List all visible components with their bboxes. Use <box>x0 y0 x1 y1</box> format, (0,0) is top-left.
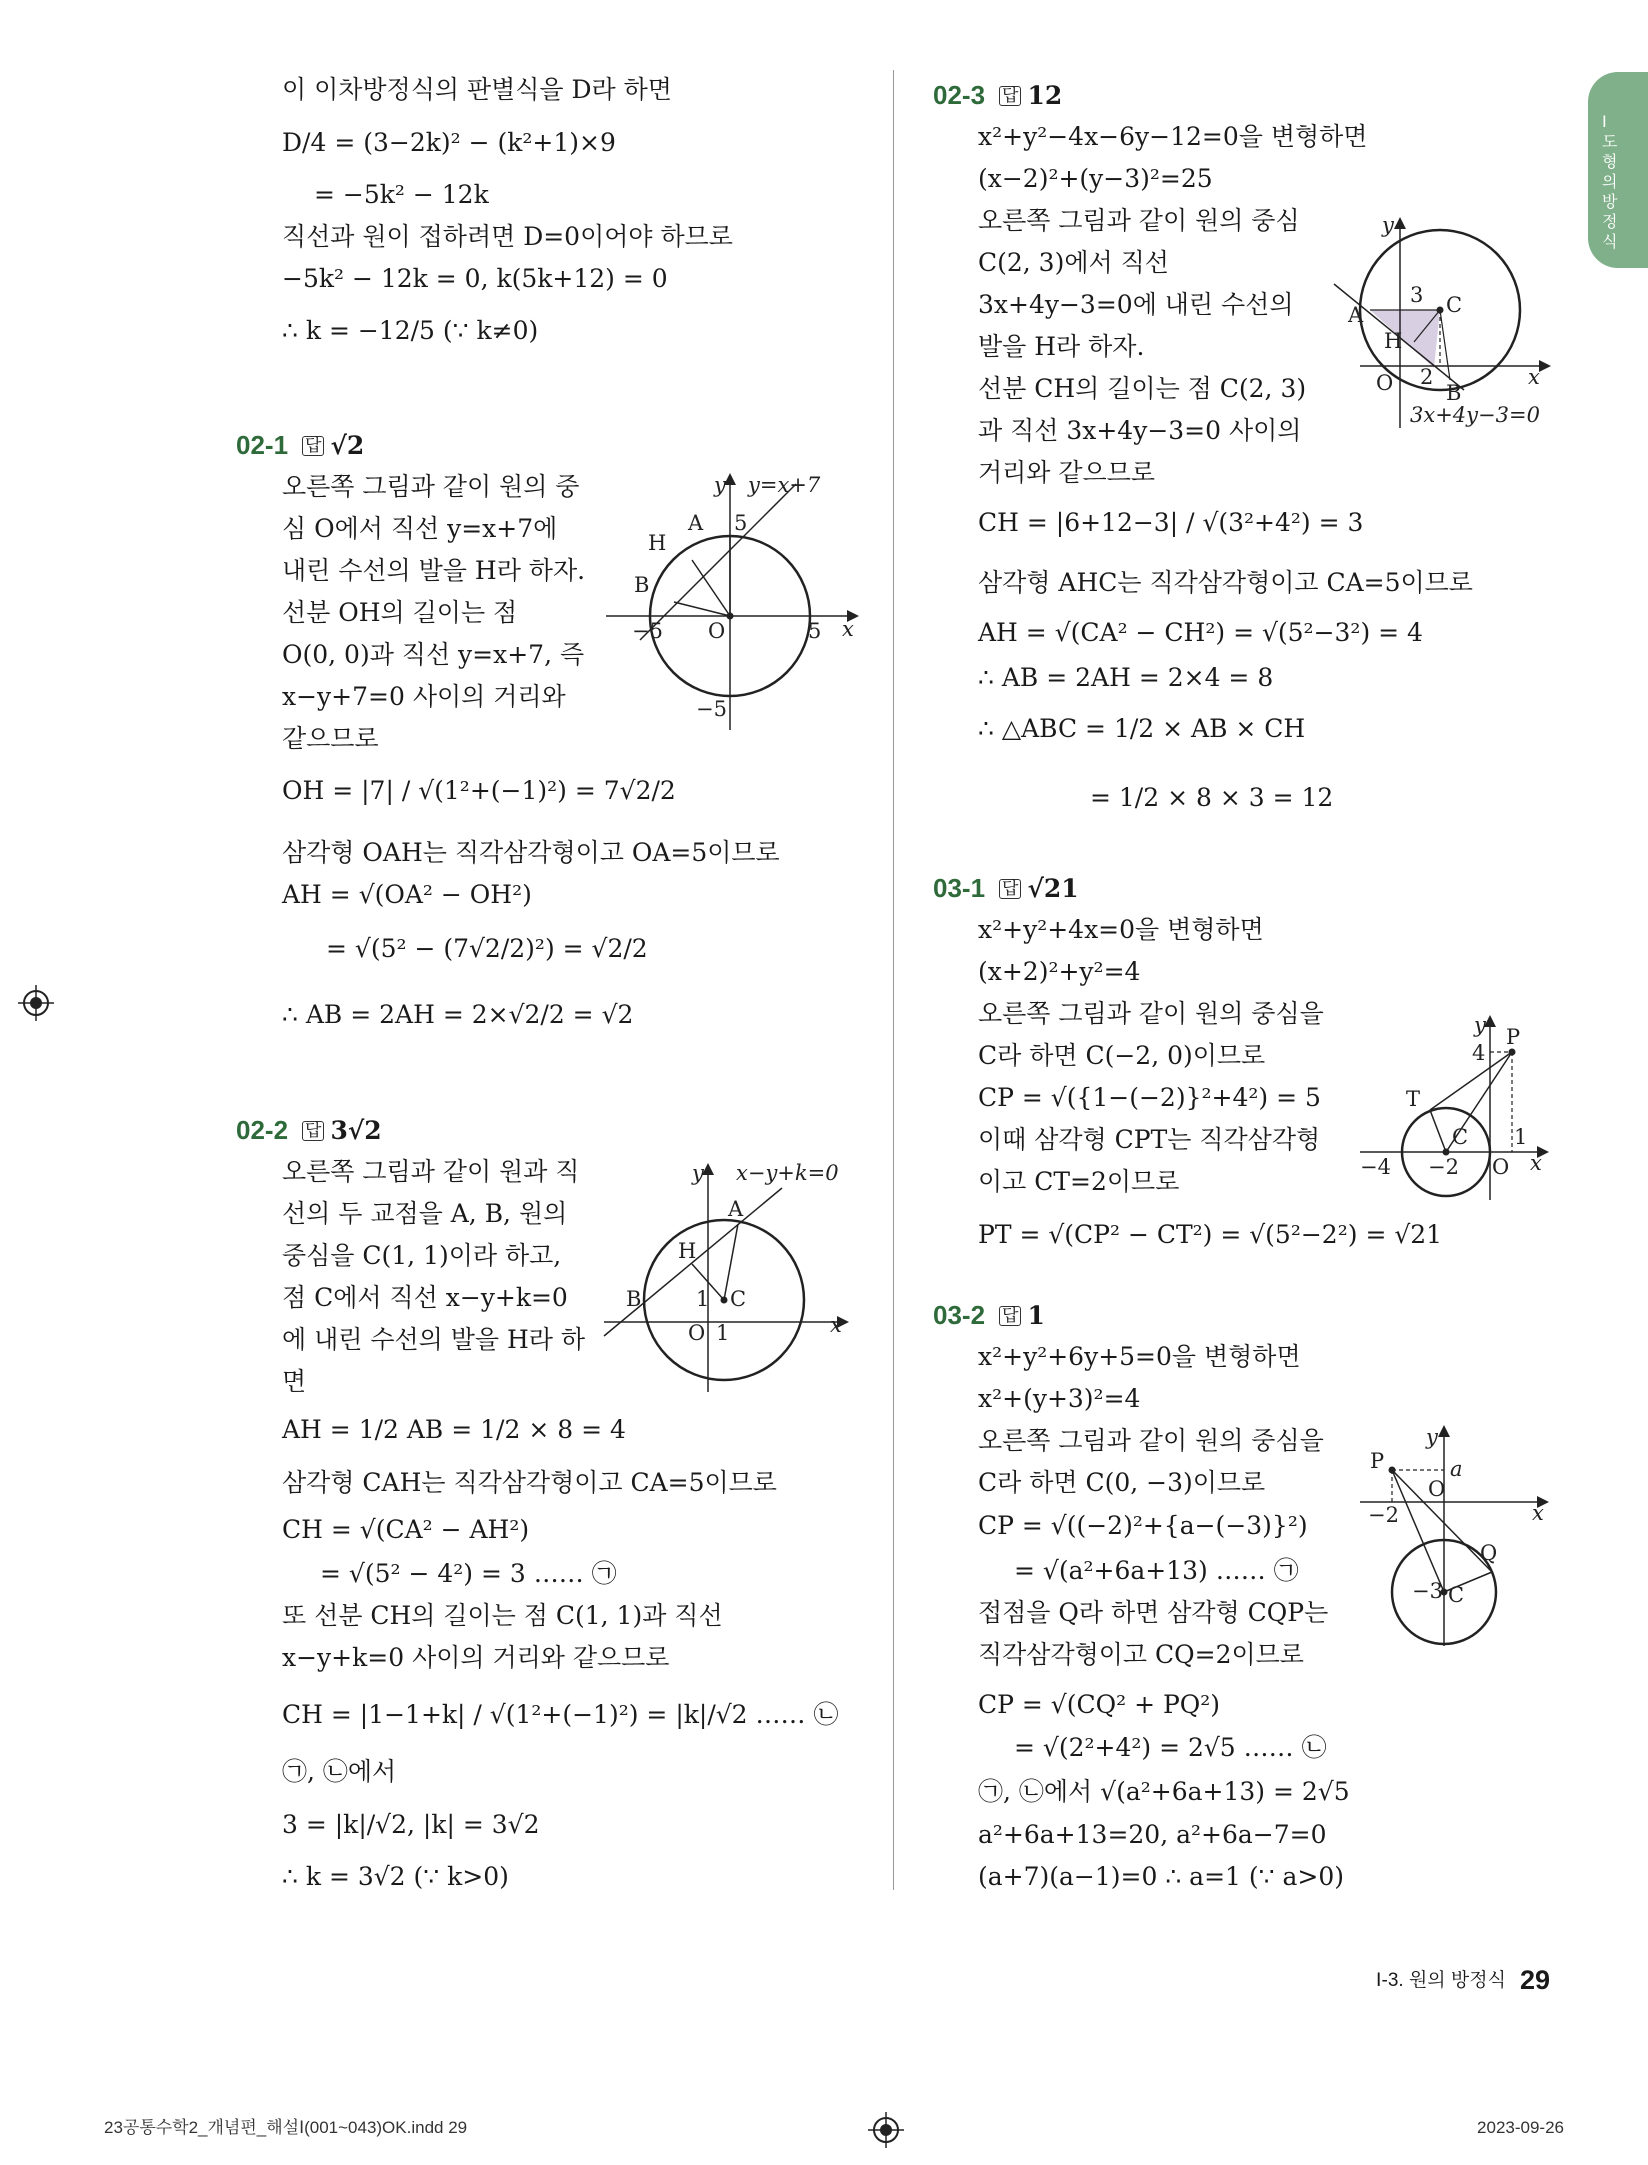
tick-label: −3 <box>1412 1579 1443 1603</box>
point-label-o: O <box>1492 1155 1510 1179</box>
axis-label-x: x <box>1532 1501 1544 1525</box>
solution-line: ∴ △ABC = 1/2 × AB × CH <box>978 714 1306 743</box>
point-label-p: P <box>1506 1025 1521 1049</box>
solution-line: ∴ k = −12/5 (∵ k≠0) <box>282 316 539 345</box>
solution-line: 오른쪽 그림과 같이 원과 직 <box>282 1157 580 1186</box>
solution-line: 발을 H라 하자. <box>978 332 1145 361</box>
problem-number: 03-1 <box>933 873 986 903</box>
solution-line: 선의 두 교점을 A, B, 원의 <box>282 1199 568 1228</box>
answer-value: √21 <box>1027 874 1079 903</box>
solution-line: 3 = |k|/√2, |k| = 3√2 <box>282 1810 540 1839</box>
solution-line: CH = √(CA² − AH²) <box>282 1515 530 1544</box>
solution-line: 면 <box>282 1367 307 1396</box>
solution-line: 오른쪽 그림과 같이 원의 중심을 <box>978 999 1324 1028</box>
tick-label: 4 <box>1472 1041 1486 1065</box>
solution-line: CH = |1−1+k| / √(1²+(−1)²) = |k|/√2 …… ㉡ <box>282 1700 839 1729</box>
registration-mark-bottom <box>868 2112 904 2148</box>
solution-line: −5k² − 12k = 0, k(5k+12) = 0 <box>282 264 668 293</box>
axis-label-x: x <box>1528 365 1540 389</box>
chapter-tab <box>1588 72 1648 268</box>
answer-badge: 답 <box>999 1306 1021 1326</box>
problem-number: 02-1 <box>236 430 289 460</box>
solution-line: (x−2)²+(y−3)²=25 <box>978 164 1213 193</box>
point-label-h: H <box>678 1239 697 1263</box>
tick-label-a: a <box>1450 1457 1463 1481</box>
figure-02-1 <box>596 468 866 738</box>
solution-line: = √(5² − (7√2/2)²) = √2/2 <box>326 934 648 963</box>
solution-line: CP = √((−2)²+{a−(−3)}²) <box>978 1511 1308 1540</box>
solution-line: 과 직선 3x+4y−3=0 사이의 <box>978 416 1302 445</box>
solution-line: 이 이차방정식의 판별식을 D라 하면 <box>282 75 672 104</box>
solution-line: AH = 1/2 AB = 1/2 × 8 = 4 <box>282 1415 626 1444</box>
point-label-o: O <box>708 619 726 643</box>
solution-line: = 1/2 × 8 × 3 = 12 <box>1090 783 1334 812</box>
problem-header <box>236 1115 382 1146</box>
solution-line: = √(2²+4²) = 2√5 …… ㉡ <box>1014 1733 1327 1762</box>
point-label-c: C <box>1448 1583 1465 1607</box>
solution-line: 선분 OH의 길이는 점 <box>282 598 518 627</box>
solution-line: 점 C에서 직선 x−y+k=0 <box>282 1283 568 1312</box>
tick-label: −5 <box>696 697 727 721</box>
axis-label-y: y <box>1426 1425 1438 1449</box>
solution-line: = −5k² − 12k <box>314 180 489 209</box>
problem-header <box>236 430 364 461</box>
tick-label: 5 <box>734 511 748 535</box>
answer-value: 12 <box>1027 81 1063 110</box>
solution-line: 직각삼각형이고 CQ=2이므로 <box>978 1640 1304 1669</box>
solution-line: CH = |6+12−3| / √(3²+4²) = 3 <box>978 508 1364 537</box>
point-label-c: C <box>1452 1125 1469 1149</box>
solution-line: C라 하면 C(0, −3)이므로 <box>978 1468 1266 1497</box>
point-label-b: B <box>1446 381 1462 405</box>
solution-line: = √(a²+6a+13) …… ㉠ <box>1014 1556 1299 1585</box>
axis-label-x: x <box>830 1313 842 1337</box>
solution-line: 오른쪽 그림과 같이 원의 중 <box>282 472 580 501</box>
print-date: 2023-09-26 <box>1477 2118 1564 2137</box>
figure-03-1 <box>1356 1010 1556 1210</box>
point-label-c: C <box>1446 293 1463 317</box>
answer-badge: 답 <box>302 1121 324 1141</box>
solution-line: = √(5² − 4²) = 3 …… ㉠ <box>320 1559 617 1588</box>
solution-line: CP = √({1−(−2)}²+4²) = 5 <box>978 1083 1321 1112</box>
tick-label: 5 <box>808 619 822 643</box>
point-label-p: P <box>1370 1449 1385 1473</box>
file-info: 23공통수학2_개념편_해설Ⅰ(001~043)OK.indd 29 <box>104 2118 468 2137</box>
problem-number: 02-2 <box>236 1115 289 1145</box>
problem-number: 03-2 <box>933 1300 986 1330</box>
axis-label-x: x <box>842 617 854 641</box>
point-label-a: A <box>688 511 704 535</box>
solution-line: a²+6a+13=20, a²+6a−7=0 <box>978 1820 1327 1849</box>
solution-line: x−y+7=0 사이의 거리와 <box>282 682 566 711</box>
point-label-h: H <box>1384 329 1403 353</box>
solution-line: 3x+4y−3=0에 내린 수선의 <box>978 290 1294 319</box>
solution-line: 선분 CH의 길이는 점 C(2, 3) <box>978 374 1307 403</box>
axis-label-y: y <box>692 1161 704 1185</box>
point-label-a: A <box>1348 303 1364 327</box>
problem-header <box>933 80 1062 111</box>
tick-label: 2 <box>1420 365 1434 389</box>
solution-line: PT = √(CP² − CT²) = √(5²−2²) = √21 <box>978 1220 1443 1249</box>
answer-badge: 답 <box>302 436 324 456</box>
point-label-a: A <box>728 1197 744 1221</box>
line-label: x−y+k=0 <box>736 1161 839 1185</box>
point-label-o: O <box>1376 371 1394 395</box>
point-label-t: T <box>1406 1087 1421 1111</box>
solution-line: ㉠, ㉡에서 <box>282 1757 397 1786</box>
solution-line: C(2, 3)에서 직선 <box>978 248 1169 277</box>
page-number: 29 <box>1519 1965 1550 1995</box>
solution-line: 접점을 Q라 하면 삼각형 CQP는 <box>978 1598 1329 1627</box>
answer-value: √2 <box>330 431 365 460</box>
registration-mark-left <box>18 985 54 1021</box>
tick-label: −2 <box>1368 1503 1399 1527</box>
solution-line: O(0, 0)과 직선 y=x+7, 즉 <box>282 640 585 669</box>
solution-line: 직선과 원이 접하려면 D=0이어야 하므로 <box>282 222 733 251</box>
point-label-c: C <box>730 1287 747 1311</box>
solution-line: (a+7)(a−1)=0 ∴ a=1 (∵ a>0) <box>978 1862 1345 1891</box>
problem-number: 02-3 <box>933 80 986 110</box>
solution-line: ∴ AB = 2AH = 2×√2/2 = √2 <box>282 1000 634 1029</box>
solution-line: (x+2)²+y²=4 <box>978 957 1141 986</box>
chapter-tab-label: Ⅰ 도형의 방정식 <box>1602 112 1618 251</box>
solution-line: 삼각형 AHC는 직각삼각형이고 CA=5이므로 <box>978 568 1473 597</box>
solution-line: ∴ k = 3√2 (∵ k>0) <box>282 1862 509 1891</box>
solution-line: 심 O에서 직선 y=x+7에 <box>282 514 558 543</box>
solution-line: x−y+k=0 사이의 거리와 같으므로 <box>282 1643 670 1672</box>
point-label-b: B <box>634 573 650 597</box>
solution-line: x²+y²+6y+5=0을 변형하면 <box>978 1342 1301 1371</box>
solution-line: 이때 삼각형 CPT는 직각삼각형 <box>978 1125 1321 1154</box>
point-label-q: Q <box>1480 1541 1498 1565</box>
solution-line: ㉠, ㉡에서 √(a²+6a+13) = 2√5 <box>978 1777 1350 1806</box>
axis-label-y: y <box>1382 213 1394 237</box>
solution-line: x²+y²+4x=0을 변형하면 <box>978 915 1264 944</box>
solution-line: 삼각형 OAH는 직각삼각형이고 OA=5이므로 <box>282 838 780 867</box>
solution-line: AH = √(OA² − OH²) <box>282 880 532 909</box>
figure-02-3 <box>1330 208 1560 438</box>
point-label-b: B <box>626 1287 642 1311</box>
tick-label: 3 <box>1410 283 1424 307</box>
point-label-o: O <box>1428 1477 1446 1501</box>
problem-header <box>933 873 1079 904</box>
figure-03-2 <box>1356 1420 1556 1650</box>
solution-line: x²+y²−4x−6y−12=0을 변형하면 <box>978 122 1368 151</box>
solution-line: 같으므로 <box>282 724 379 753</box>
line-label: 3x+4y−3=0 <box>1410 403 1540 427</box>
figure-02-2 <box>596 1158 866 1398</box>
tick-label: 1 <box>696 1287 710 1311</box>
answer-badge: 답 <box>999 879 1021 899</box>
point-label-o: O <box>688 1321 706 1345</box>
solution-line: D/4 = (3−2k)² − (k²+1)×9 <box>282 128 616 157</box>
solution-line: OH = |7| / √(1²+(−1)²) = 7√2/2 <box>282 776 676 805</box>
solution-line: C라 하면 C(−2, 0)이므로 <box>978 1041 1266 1070</box>
solution-line: x²+(y+3)²=4 <box>978 1384 1141 1413</box>
tick-label: 1 <box>716 1321 730 1345</box>
solution-line: 거리와 같으므로 <box>978 458 1155 487</box>
axis-label-y: y <box>714 473 726 497</box>
tick-label: 1 <box>1514 1125 1528 1149</box>
answer-value: 3√2 <box>330 1116 382 1145</box>
solution-line: 또 선분 CH의 길이는 점 C(1, 1)과 직선 <box>282 1601 723 1630</box>
point-label-h: H <box>648 531 667 555</box>
solution-line: 중심을 C(1, 1)이라 하고, <box>282 1241 562 1270</box>
tick-label: −2 <box>1428 1155 1459 1179</box>
solution-line: 삼각형 CAH는 직각삼각형이고 CA=5이므로 <box>282 1468 777 1497</box>
line-label: y=x+7 <box>748 473 821 497</box>
tick-label: −5 <box>632 619 663 643</box>
solution-line: 내린 수선의 발을 H라 하자. <box>282 556 586 585</box>
answer-value: 1 <box>1027 1301 1045 1330</box>
solution-line: 에 내린 수선의 발을 H라 하 <box>282 1325 586 1354</box>
answer-badge: 답 <box>999 86 1021 106</box>
axis-label-x: x <box>1530 1151 1542 1175</box>
solution-line: ∴ AB = 2AH = 2×4 = 8 <box>978 663 1274 692</box>
tick-label: −4 <box>1360 1155 1391 1179</box>
solution-line: CP = √(CQ² + PQ²) <box>978 1690 1221 1719</box>
section-title: Ⅰ-3. 원의 방정식 <box>1375 1970 1506 1991</box>
solution-line: 이고 CT=2이므로 <box>978 1167 1180 1196</box>
solution-line: AH = √(CA² − CH²) = √(5²−3²) = 4 <box>978 618 1423 647</box>
column-divider <box>893 70 894 1890</box>
axis-label-y: y <box>1474 1013 1486 1037</box>
problem-header <box>933 1300 1045 1331</box>
solution-line: 오른쪽 그림과 같이 원의 중심을 <box>978 1426 1324 1455</box>
solution-line: 오른쪽 그림과 같이 원의 중심 <box>978 206 1300 235</box>
